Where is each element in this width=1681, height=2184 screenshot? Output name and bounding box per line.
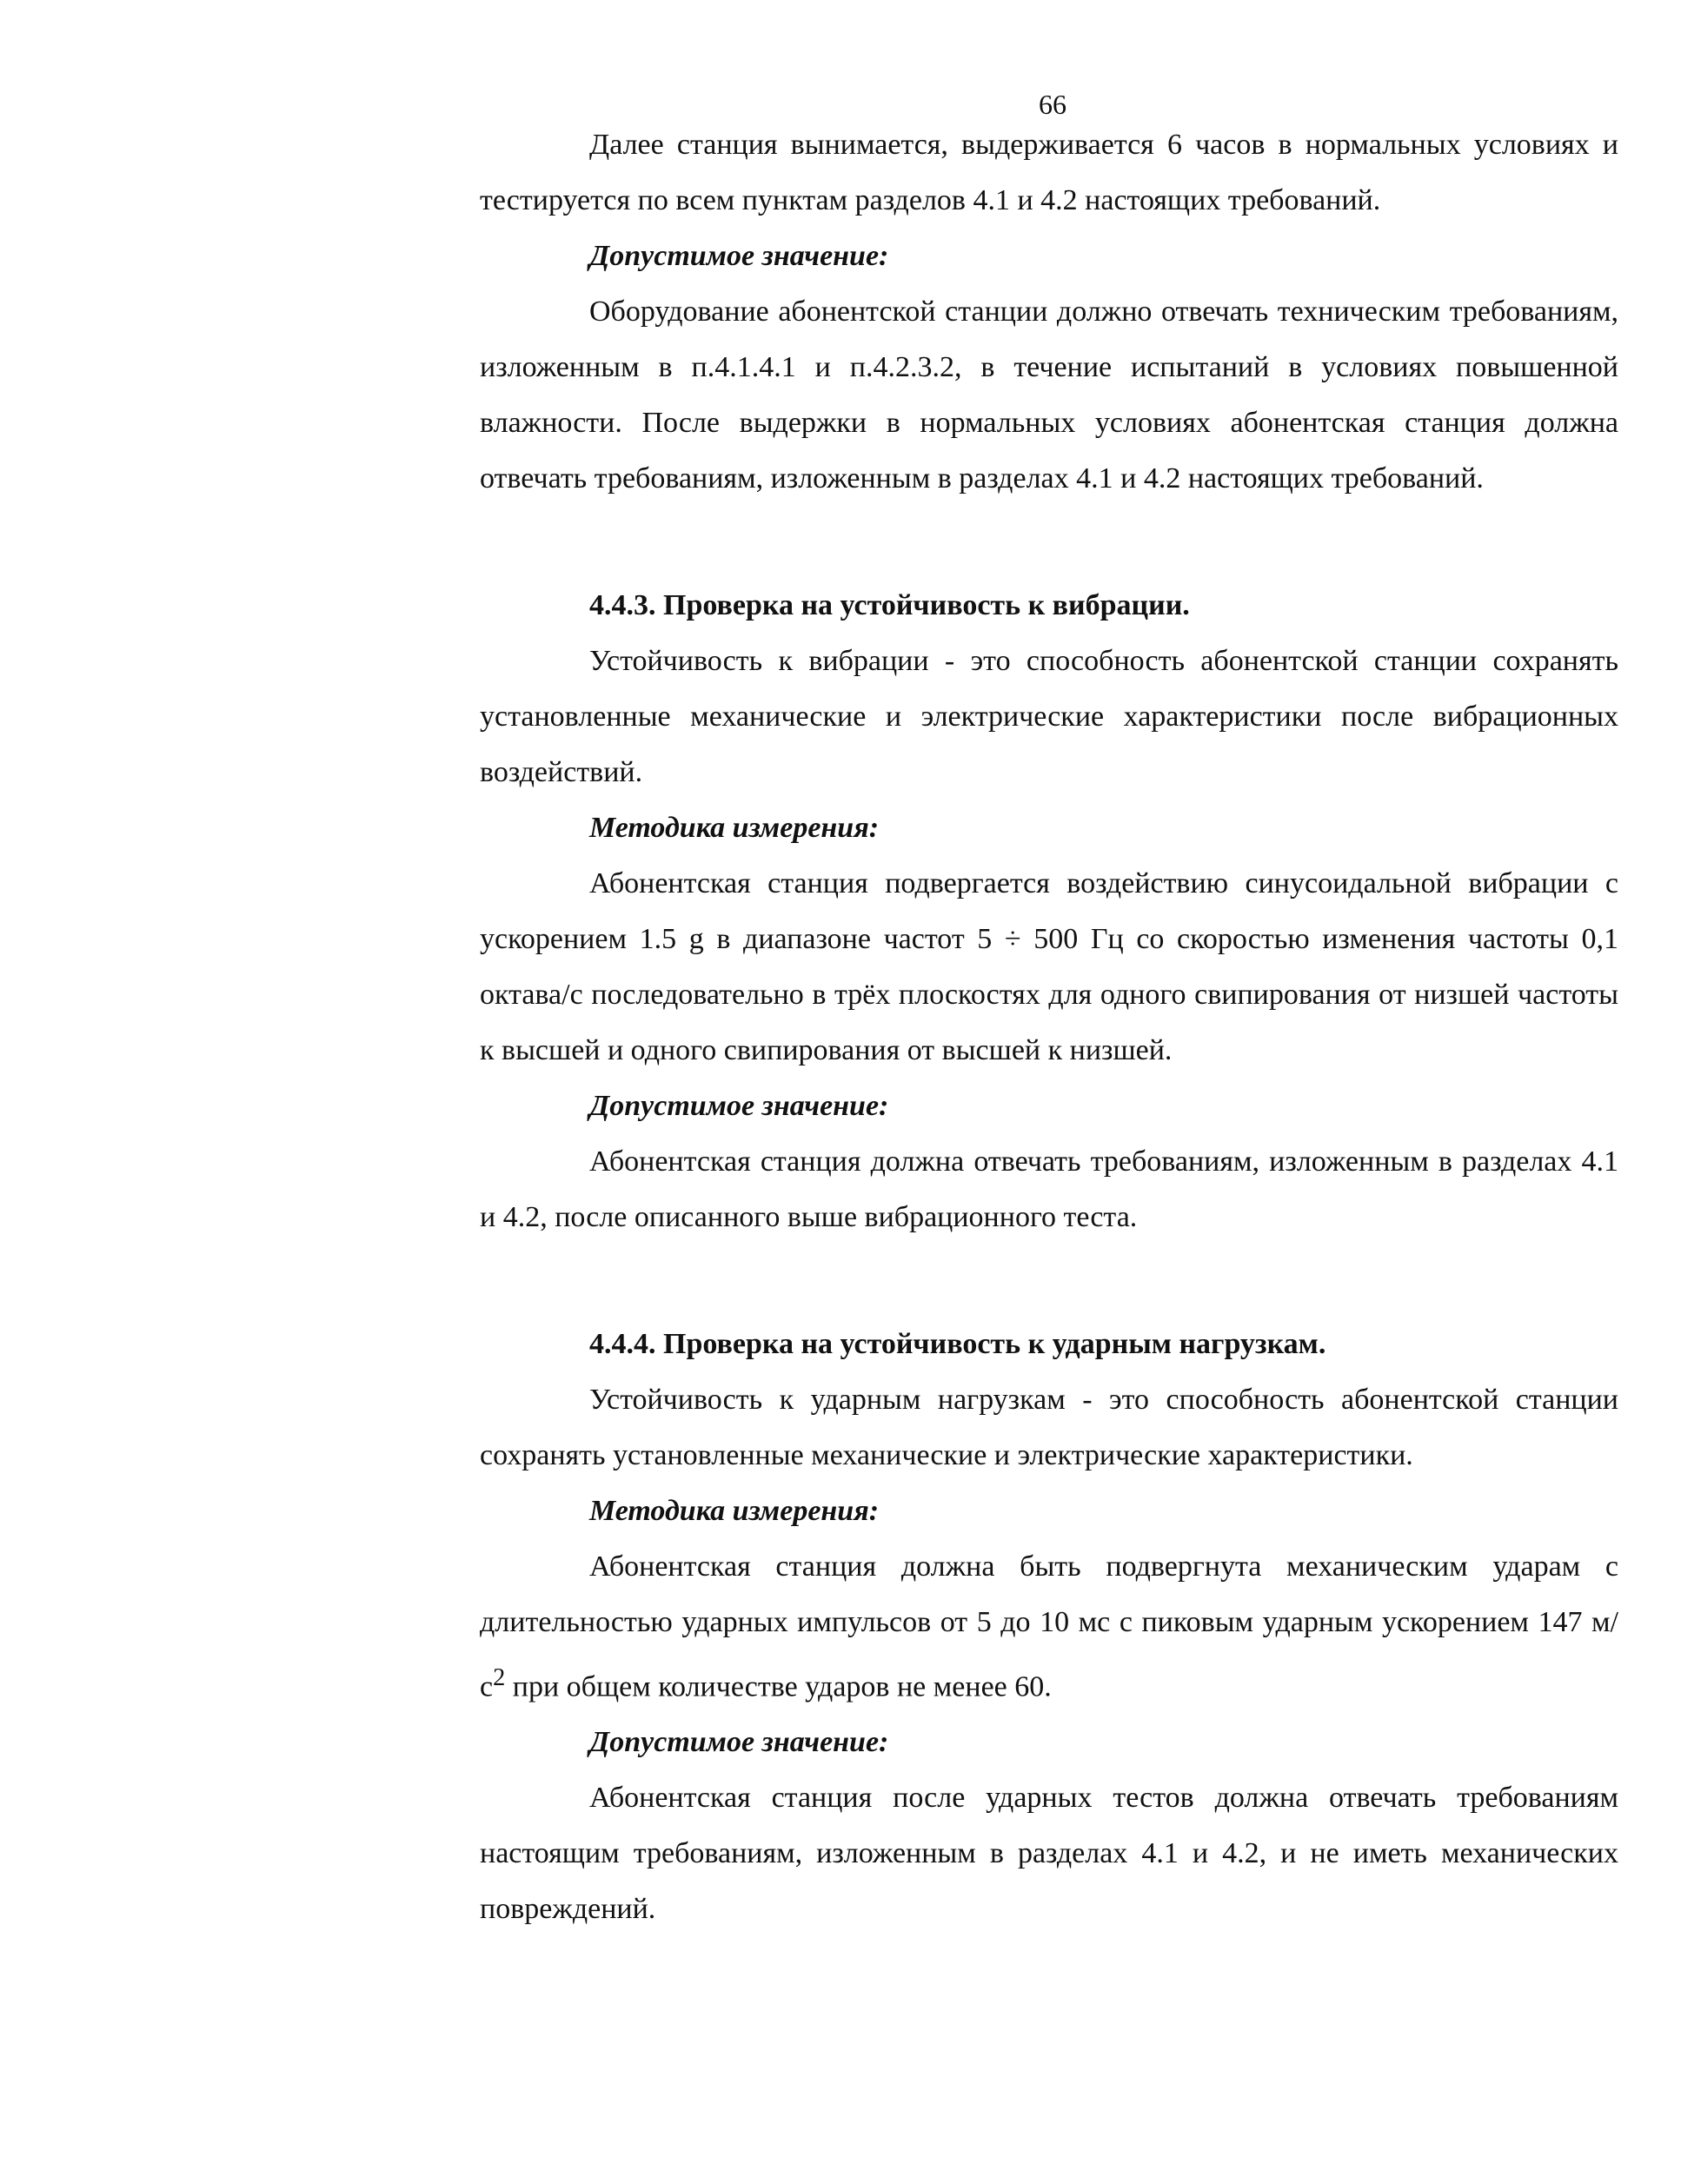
section-4-4-4 bbox=[480, 1317, 1618, 1937]
method-paragraph: Абонентская станция подвергается воздействию синусоидальной вибрации с ускорением 1.5 g в диапазоне частот 5 ÷ 500 Гц со скоростью изменения частоты 0,1 октава/с последовательно в трёх плоскостях для одного свипирования от низшей частоты к высшей и одного свипирования от высшей к низшей. bbox=[480, 867, 1618, 1066]
humidity-test-continuation bbox=[480, 117, 1618, 507]
definition-paragraph: Устойчивость к ударным нагрузкам - это способность абонентской станции сохранять установленные механические и электрические характеристики. bbox=[480, 1384, 1618, 1471]
acceptable-value-paragraph: Оборудование абонентской станции должно отвечать техническим требованиям, изложенным в п.4.1.4.1 и п.4.2.3.2, в течение испытаний в условиях повышенной влажности. После выдержки в нормальных условиях абонентская станция должна отвечать требованиям, изложенным в разделах 4.1 и 4.2 настоящих требований. bbox=[480, 295, 1618, 495]
acceptable-value-paragraph: Абонентская станция должна отвечать требованиям, изложенным в разделах 4.1 и 4.2, после описанного выше вибрационного теста. bbox=[480, 1145, 1618, 1233]
unit-superscript: 2 bbox=[493, 1664, 506, 1691]
method-label: Методика измерения: bbox=[589, 812, 880, 844]
method-label: Методика измерения: bbox=[589, 1495, 880, 1527]
acceptable-value-label: Допустимое значение: bbox=[589, 1726, 889, 1759]
acceptable-value-paragraph: Абонентская станция после ударных тестов должна отвечать требованиям настоящим требованиям, изложенным в разделах 4.1 и 4.2, и не иметь механических повреждений. bbox=[480, 1782, 1618, 1926]
section-4-4-3 bbox=[480, 578, 1618, 1245]
section-heading: 4.4.3. Проверка на устойчивость к вибрации. bbox=[589, 589, 1190, 621]
test-procedure-paragraph: Далее станция вынимается, выдерживается 6 часов в нормальных условиях и тестируется по всем пунктам разделов 4.1 и 4.2 настоящих требований. bbox=[480, 129, 1618, 216]
definition-paragraph: Устойчивость к вибрации - это способность абонентской станции сохранять установленные механические и электрические характеристики после вибрационных воздействий. bbox=[480, 645, 1618, 788]
page-number: 66 bbox=[1039, 89, 1066, 120]
method-paragraph bbox=[480, 1539, 1618, 1715]
acceptable-value-label: Допустимое значение: bbox=[589, 1090, 889, 1122]
method-text-part2: при общем количестве ударов не менее 60. bbox=[505, 1670, 1052, 1703]
acceptable-value-label: Допустимое значение: bbox=[589, 240, 889, 272]
method-text-part1: Абонентская станция должна быть подвергнута механическим ударам с длительностью ударных импульсов от 5 до 10 мс с пиковым ударным ускорением 147 м/с bbox=[480, 1550, 1618, 1703]
section-heading: 4.4.4. Проверка на устойчивость к ударным нагрузкам. bbox=[589, 1328, 1326, 1360]
